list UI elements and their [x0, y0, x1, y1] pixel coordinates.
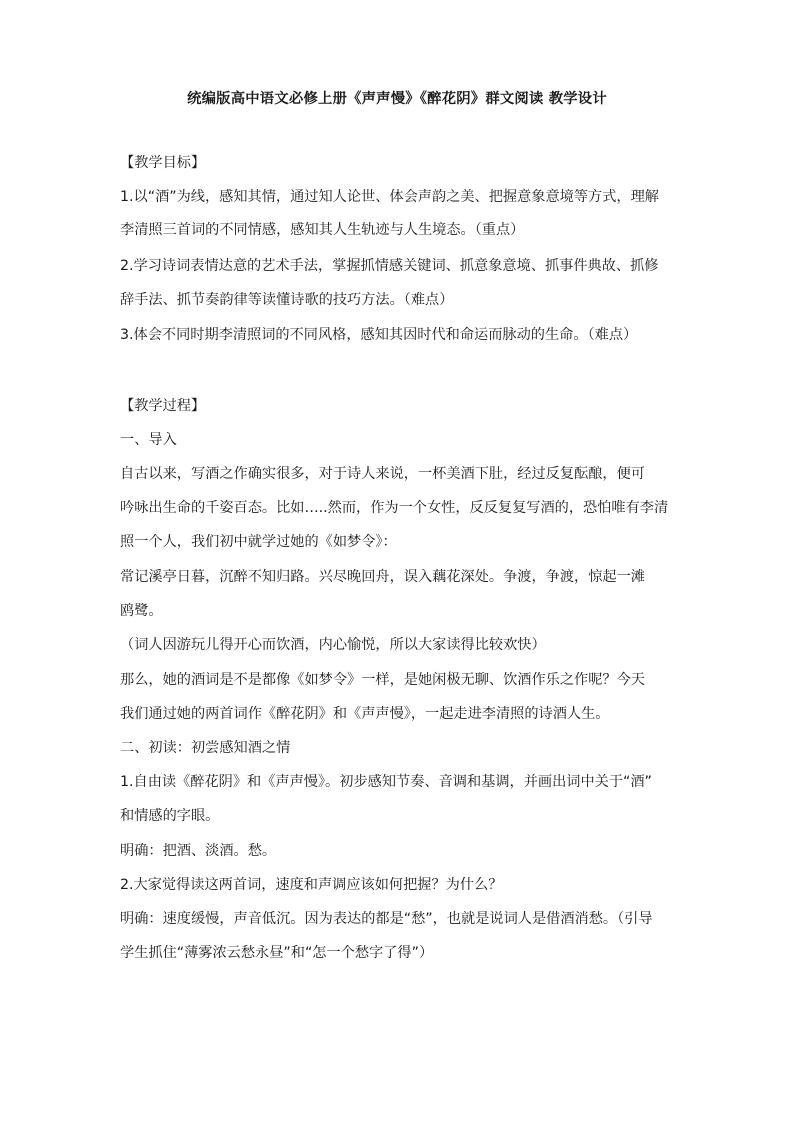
objective-1-line-1: 1.以“酒”为线，感知其情，通过知人论世、体会声韵之美、把握意象意境等方式，理解 — [120, 189, 659, 205]
intro-line-2: 吟咏出生命的千姿百态。比如…..然而，作为一个女性，反反复复写酒的，恐怕唯有李清 — [120, 500, 669, 516]
transition-line-2: 我们通过她的两首词作《醉花阴》和《声声慢》，一起走进李清照的诗酒人生。 — [120, 706, 610, 722]
intro-line-1: 自古以来，写酒之作确实很多，对于诗人来说，一杯美酒下肚，经过反复酝酿，便可 — [120, 466, 645, 482]
intro-line-3: 照一个人，我们初中就学过她的《如梦令》： — [120, 534, 397, 550]
transition-line-1: 那么，她的酒词是不是都像《如梦令》一样，是她闲极无聊、饮酒作乐之作呢？今天 — [120, 672, 645, 688]
objective-3-line-1: 3.体会不同时期李清照词的不同风格，感知其因时代和命运而脉动的生命。（难点） — [120, 327, 638, 343]
poem-line-2: 鸥鹭。 — [120, 603, 163, 619]
answer-2-line-1: 明确：速度缓慢，声音低沉。因为表达的都是“愁”，也就是说词人是借酒消愁。（引导 — [120, 911, 653, 927]
section-1-heading: 一、导入 — [120, 432, 177, 448]
objective-2-line-1: 2.学习诗词表情达意的艺术手法，掌握抓情感关键词、抓意象意境、抓事件典故、抓修 — [120, 258, 659, 274]
process-heading: 【教学过程】 — [120, 398, 206, 414]
poem-line-1: 常记溪亭日暮，沉醉不知归路。兴尽晚回舟，误入藕花深处。争渡，争渡，惊起一滩 — [120, 569, 645, 585]
section-2-heading: 二、初读：初尝感知酒之情 — [120, 740, 291, 756]
question-1-line-2: 和情感的字眼。 — [120, 808, 220, 824]
answer-2-line-2: 学生抓住“薄雾浓云愁永昼”和“怎一个愁字了得”） — [120, 945, 434, 961]
answer-1: 明确：把酒、淡酒。愁。 — [120, 843, 277, 859]
poem-note: （词人因游玩儿得开心而饮酒，内心愉悦，所以大家读得比较欢快） — [120, 637, 546, 653]
document-title: 统编版高中语文必修上册《声声慢》《醉花阴》群文阅读 教学设计 — [187, 91, 607, 107]
question-1-line-1: 1.自由读《醉花阴》和《声声慢》。初步感知节奏、音调和基调，并画出词中关于“酒” — [120, 774, 652, 790]
objective-1-line-2: 李清照三首词的不同情感，感知其人生轨迹与人生境态。（重点） — [120, 222, 525, 238]
objectives-heading: 【教学目标】 — [120, 155, 206, 171]
question-2: 2.大家觉得读这两首词，速度和声调应该如何把握？为什么？ — [120, 877, 503, 893]
objective-2-line-2: 辞手法、抓节奏韵律等读懂诗歌的技巧方法。（难点） — [120, 292, 454, 308]
